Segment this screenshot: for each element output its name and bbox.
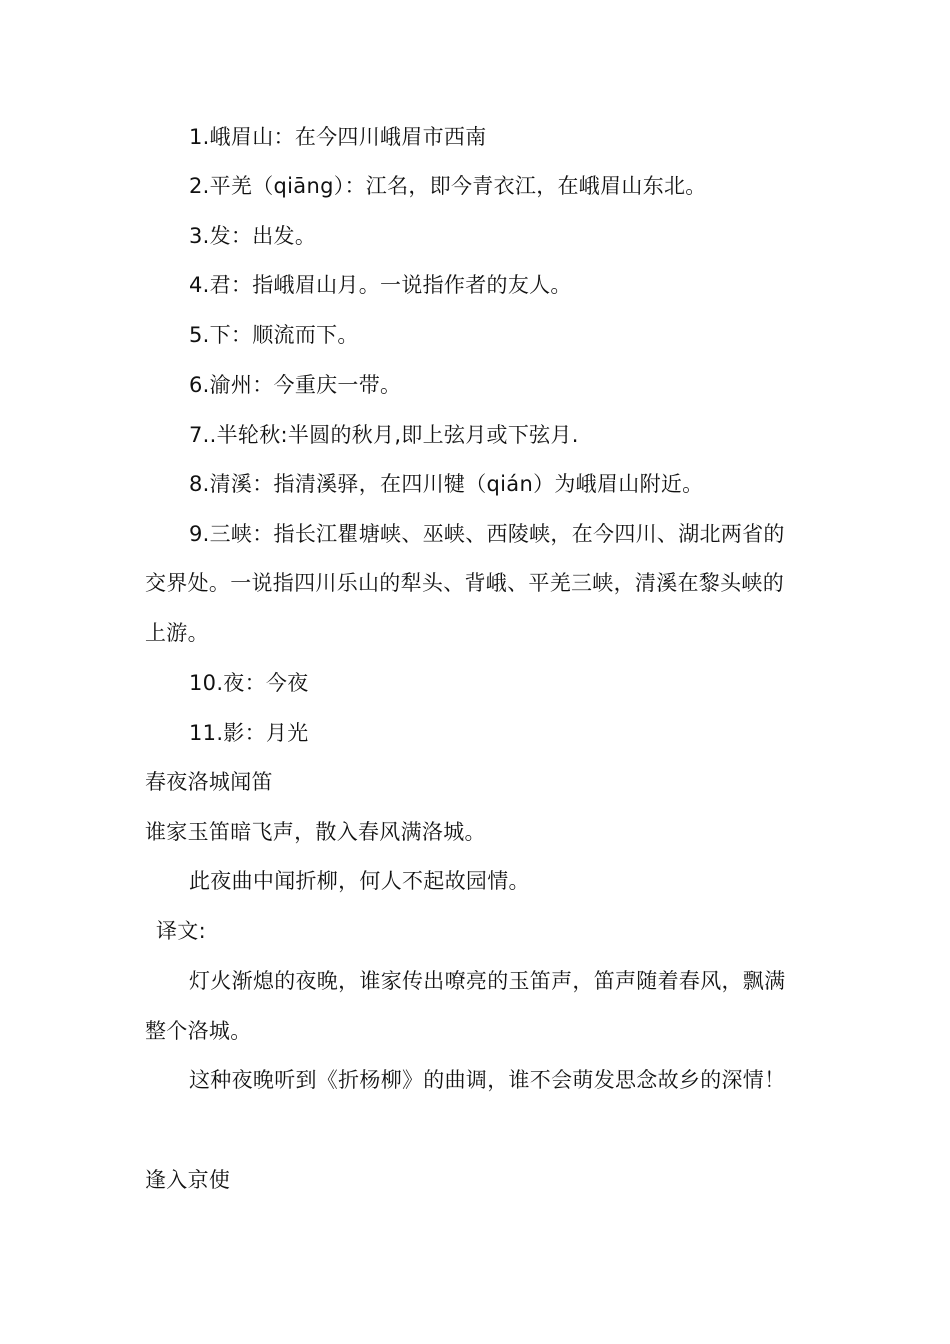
- poem-line-2: 此夜曲中闻折柳，何人不起故园情。: [189, 869, 530, 893]
- next-poem-title: 逢入京使: [145, 1168, 231, 1192]
- translation-label: 译文:: [156, 919, 206, 943]
- note-9-line-1: 9.三峡：指长江瞿塘峡、巫峡、西陵峡，在今四川、湖北两省的: [189, 522, 785, 546]
- poem-line-1: 谁家玉笛暗飞声，散入春风满洛城。: [145, 820, 486, 844]
- note-11: 11.影：月光: [189, 721, 309, 745]
- note-7: 7..半轮秋:半圆的秋月,即上弦月或下弦月.: [189, 423, 579, 447]
- note-2: 2.平羌（qiāng）：江名，即今青衣江，在峨眉山东北。: [189, 174, 707, 198]
- translation-paragraph-1-line-2: 整个洛城。: [145, 1019, 252, 1043]
- note-10: 10.夜：今夜: [189, 671, 309, 695]
- translation-paragraph-1-line-1: 灯火渐熄的夜晚，谁家传出嘹亮的玉笛声，笛声随着春风，飘满: [189, 969, 786, 993]
- note-1: 1.峨眉山：在今四川峨眉市西南: [189, 125, 487, 149]
- note-9-line-3: 上游。: [145, 621, 209, 645]
- note-9-line-2: 交界处。一说指四川乐山的犁头、背峨、平羌三峡，清溪在黎头峡的: [145, 571, 784, 595]
- translation-paragraph-2: 这种夜晚听到《折杨柳》的曲调，谁不会萌发思念故乡的深情！: [189, 1068, 786, 1092]
- note-6: 6.渝州：今重庆一带。: [189, 373, 402, 397]
- note-3: 3.发：出发。: [189, 224, 317, 248]
- note-8: 8.清溪：指清溪驿，在四川犍（qián）为峨眉山附近。: [189, 472, 704, 496]
- note-4: 4.君：指峨眉山月。一说指作者的友人。: [189, 273, 572, 297]
- poem-title: 春夜洛城闻笛: [145, 770, 273, 794]
- note-5: 5.下：顺流而下。: [189, 323, 359, 347]
